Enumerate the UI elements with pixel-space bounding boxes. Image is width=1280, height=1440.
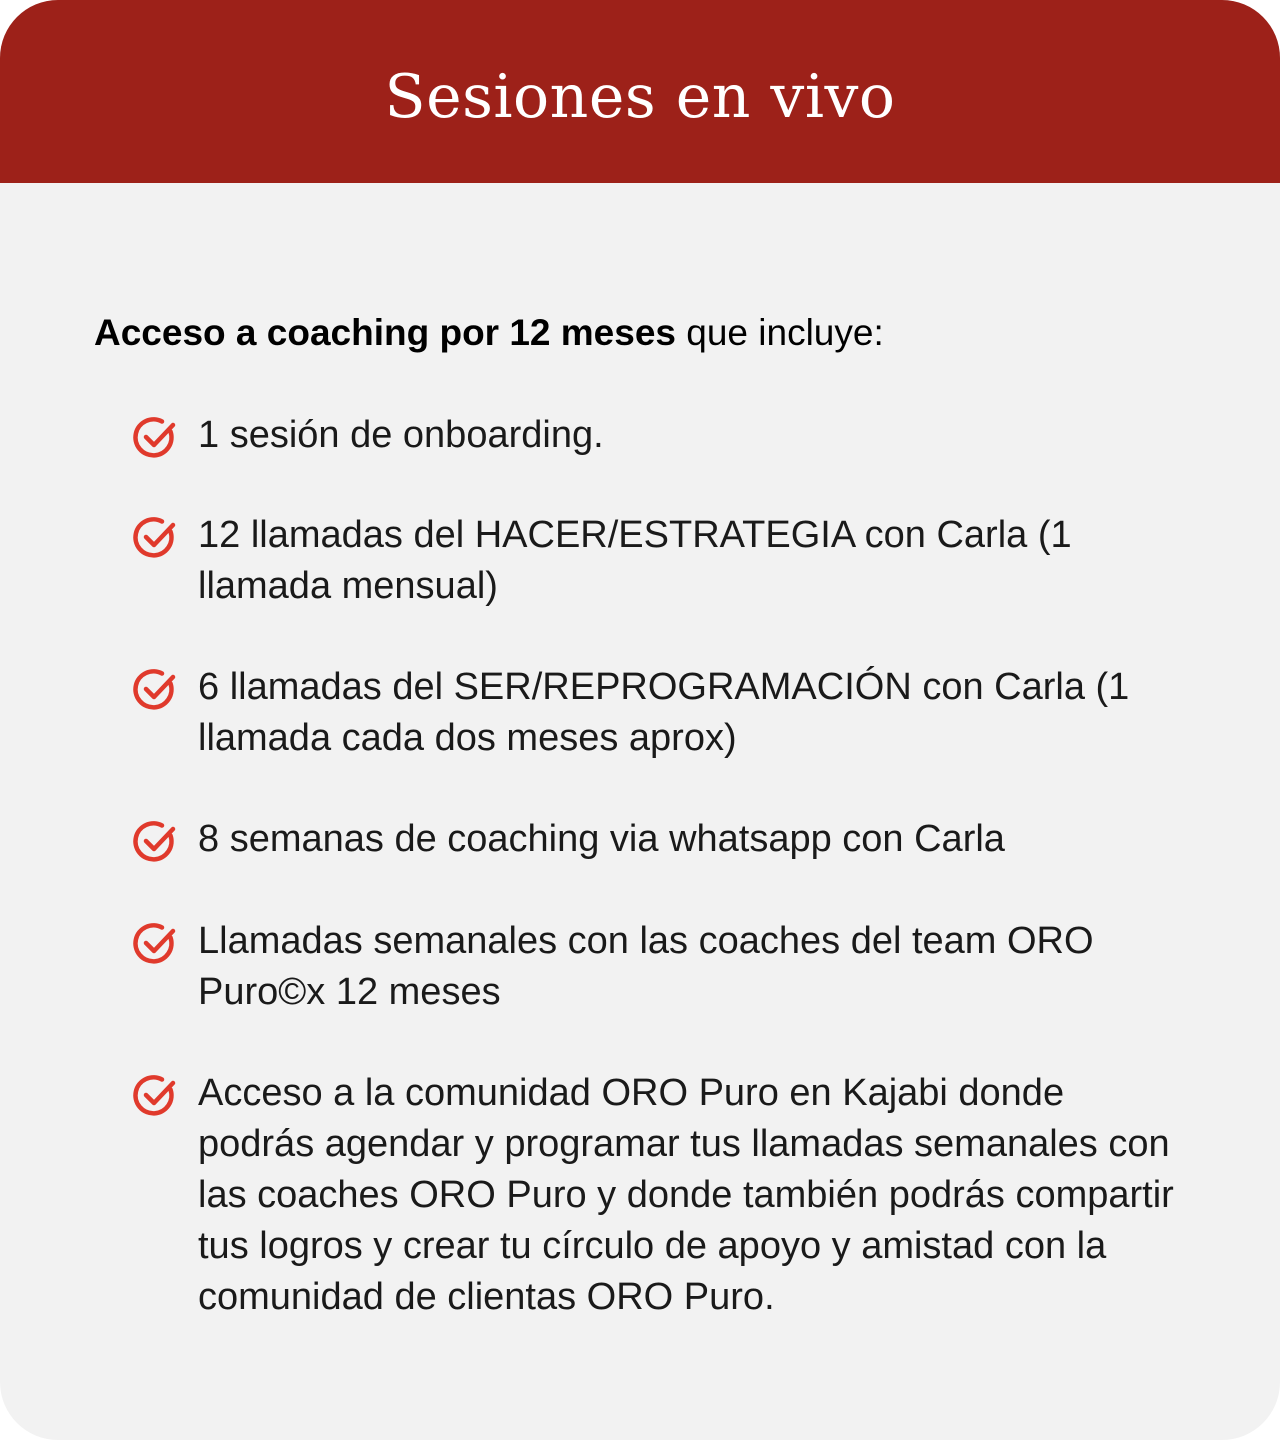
- check-circle-icon: [132, 818, 180, 866]
- feature-text: Llamadas semanales con las coaches del team ORO Puro©x 12 meses: [198, 920, 1094, 1013]
- feature-item: [132, 662, 1192, 764]
- check-circle-icon: [132, 666, 180, 714]
- check-circle-icon: [132, 514, 180, 562]
- card-title: Sesiones en vivo: [384, 61, 896, 132]
- feature-item: [132, 510, 1192, 612]
- feature-text: 8 semanas de coaching via whatsapp con Carla: [198, 818, 1005, 860]
- feature-text: 1 sesión de onboarding.: [198, 414, 604, 456]
- check-circle-icon: [132, 414, 180, 462]
- feature-item: [132, 410, 1192, 462]
- feature-text: 12 llamadas del HACER/ESTRATEGIA con Carla (1 llamada mensual): [198, 514, 1072, 607]
- intro-rest: que incluye:: [676, 312, 884, 353]
- feature-item: [132, 814, 1192, 866]
- feature-item: [132, 916, 1192, 1018]
- intro-text: [94, 312, 884, 354]
- check-circle-icon: [132, 1072, 180, 1120]
- feature-item: [132, 1068, 1192, 1323]
- feature-text: 6 llamadas del SER/REPROGRAMACIÓN con Carla (1 llamada cada dos meses aprox): [198, 666, 1130, 759]
- card-header: [0, 0, 1280, 183]
- intro-bold: Acceso a coaching por 12 meses: [94, 312, 676, 353]
- check-circle-icon: [132, 920, 180, 968]
- feature-text: Acceso a la comunidad ORO Puro en Kajabi donde podrás agendar y programar tus llamadas semanales con las coaches ORO Puro y donde también podrás compartir tus logros y crear tu círculo de apoyo y amistad con la comunidad de clientas ORO Puro.: [198, 1072, 1174, 1318]
